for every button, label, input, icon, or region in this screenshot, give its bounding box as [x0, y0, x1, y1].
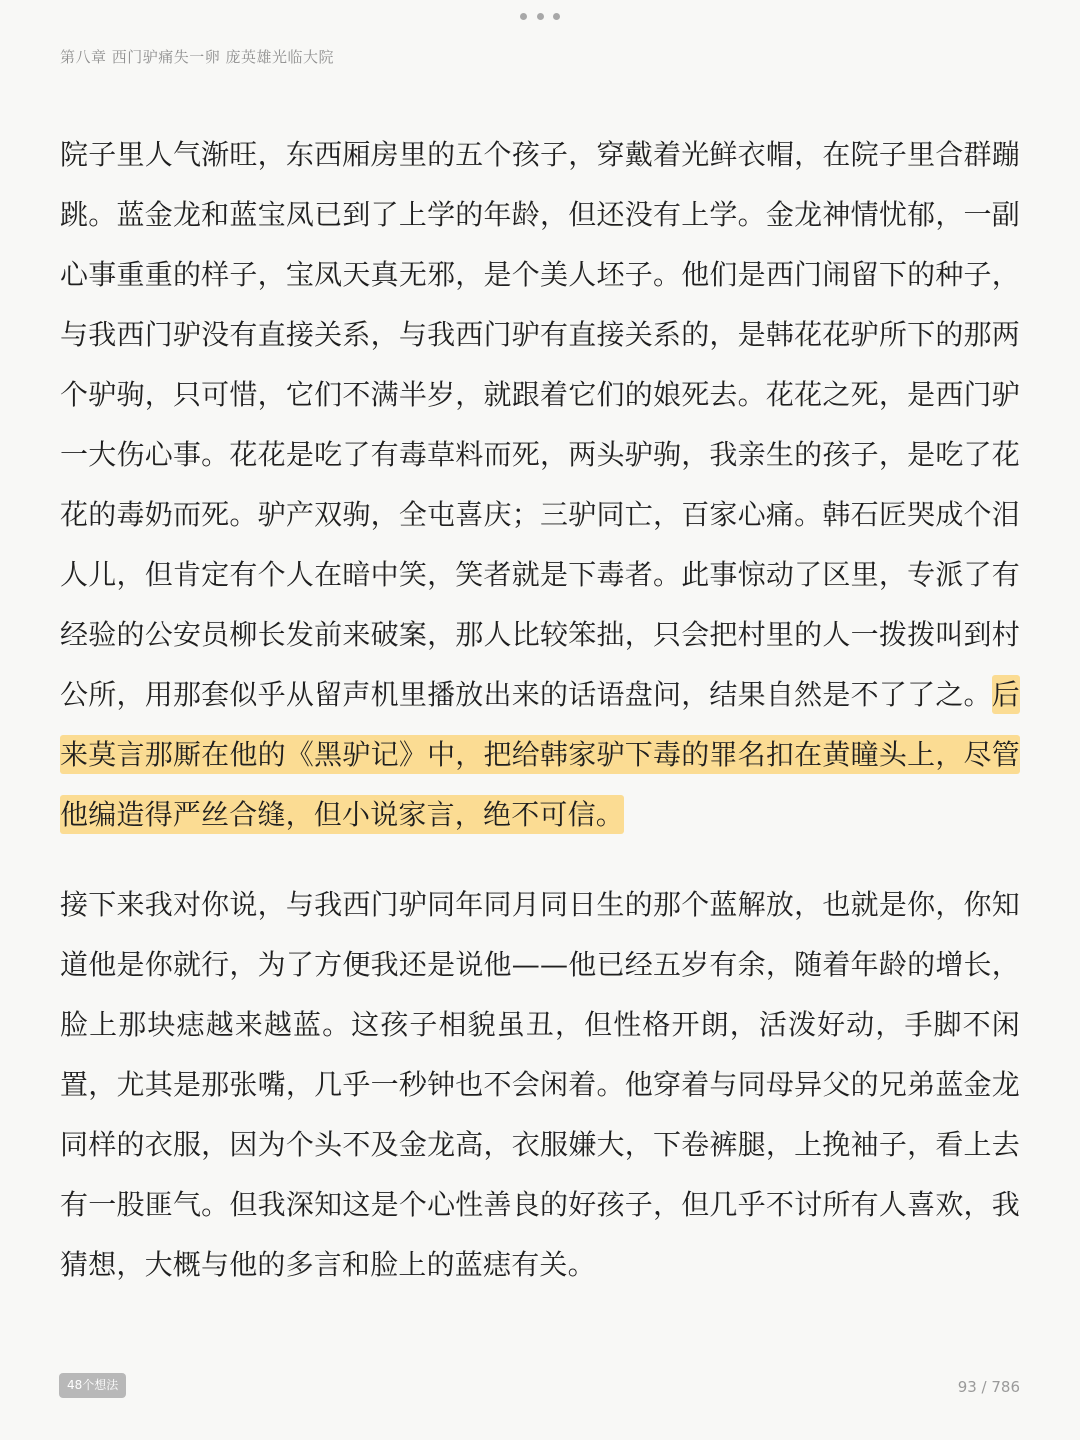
dot: [537, 13, 544, 20]
highlighted-passage[interactable]: 后来莫言那厮在他的《黑驴记》中，把给韩家驴下毒的罪名扣在黄瞳头上，尽管他编造得严丝合缝，但小说家言，绝不可信。: [60, 675, 1020, 834]
paragraph-2[interactable]: [60, 875, 1020, 1295]
chapter-title: 第八章 西门驴痛失一卵 庞英雄光临大院: [60, 48, 335, 66]
paragraph-1-text: 院子里人气渐旺，东西厢房里的五个孩子，穿戴着光鲜衣帽，在院子里合群蹦跳。蓝金龙和蓝宝凤已到了上学的年龄，但还没有上学。金龙神情忧郁，一副心事重重的样子，宝凤天真无邪，是个美人坯子。他们是西门闹留下的种子，与我西门驴没有直接关系，与我西门驴有直接关系的，是韩花花驴所下的那两个驴驹，只可惜，它们不满半岁，就跟着它们的娘死去。花花之死，是西门驴一大伤心事。花花是吃了有毒草料而死，两头驴驹，我亲生的孩子，是吃了花花的毒奶而死。驴产双驹，全屯喜庆；三驴同亡，百家心痛。韩石匠哭成个泪人儿，但肯定有个人在暗中笑，笑者就是下毒者。此事惊动了区里，专派了有经验的公安员柳长发前来破案，那人比较笨拙，只会把村里的人一拨拨叫到村公所，用那套似乎从留声机里播放出来的话语盘问，结果自然是不了了之。: [60, 138, 1020, 711]
thoughts-count-button[interactable]: 48个想法: [59, 1373, 126, 1398]
paragraph-2-text: 接下来我对你说，与我西门驴同年同月同日生的那个蓝解放，也就是你，你知道他是你就行，为了方便我还是说他——他已经五岁有余，随着年龄的增长，脸上那块痣越来越蓝。这孩子相貌虽丑，但性格开朗，活泼好动，手脚不闲置，尤其是那张嘴，几乎一秒钟也不会闲着。他穿着与同母异父的兄弟蓝金龙同样的衣服，因为个头不及金龙高，衣服嫌大，下卷裤腿，上挽袖子，看上去有一股匪气。但我深知这是个心性善良的好孩子，但几乎不讨所有人喜欢，我猜想，大概与他的多言和脸上的蓝痣有关。: [60, 888, 1020, 1281]
reader-content: [60, 125, 1020, 1295]
dot: [553, 13, 560, 20]
page-indicator: 93 / 786: [957, 1378, 1020, 1396]
paragraph-1[interactable]: [60, 125, 1020, 845]
dot: [520, 13, 527, 20]
more-options-icon[interactable]: [520, 8, 560, 24]
